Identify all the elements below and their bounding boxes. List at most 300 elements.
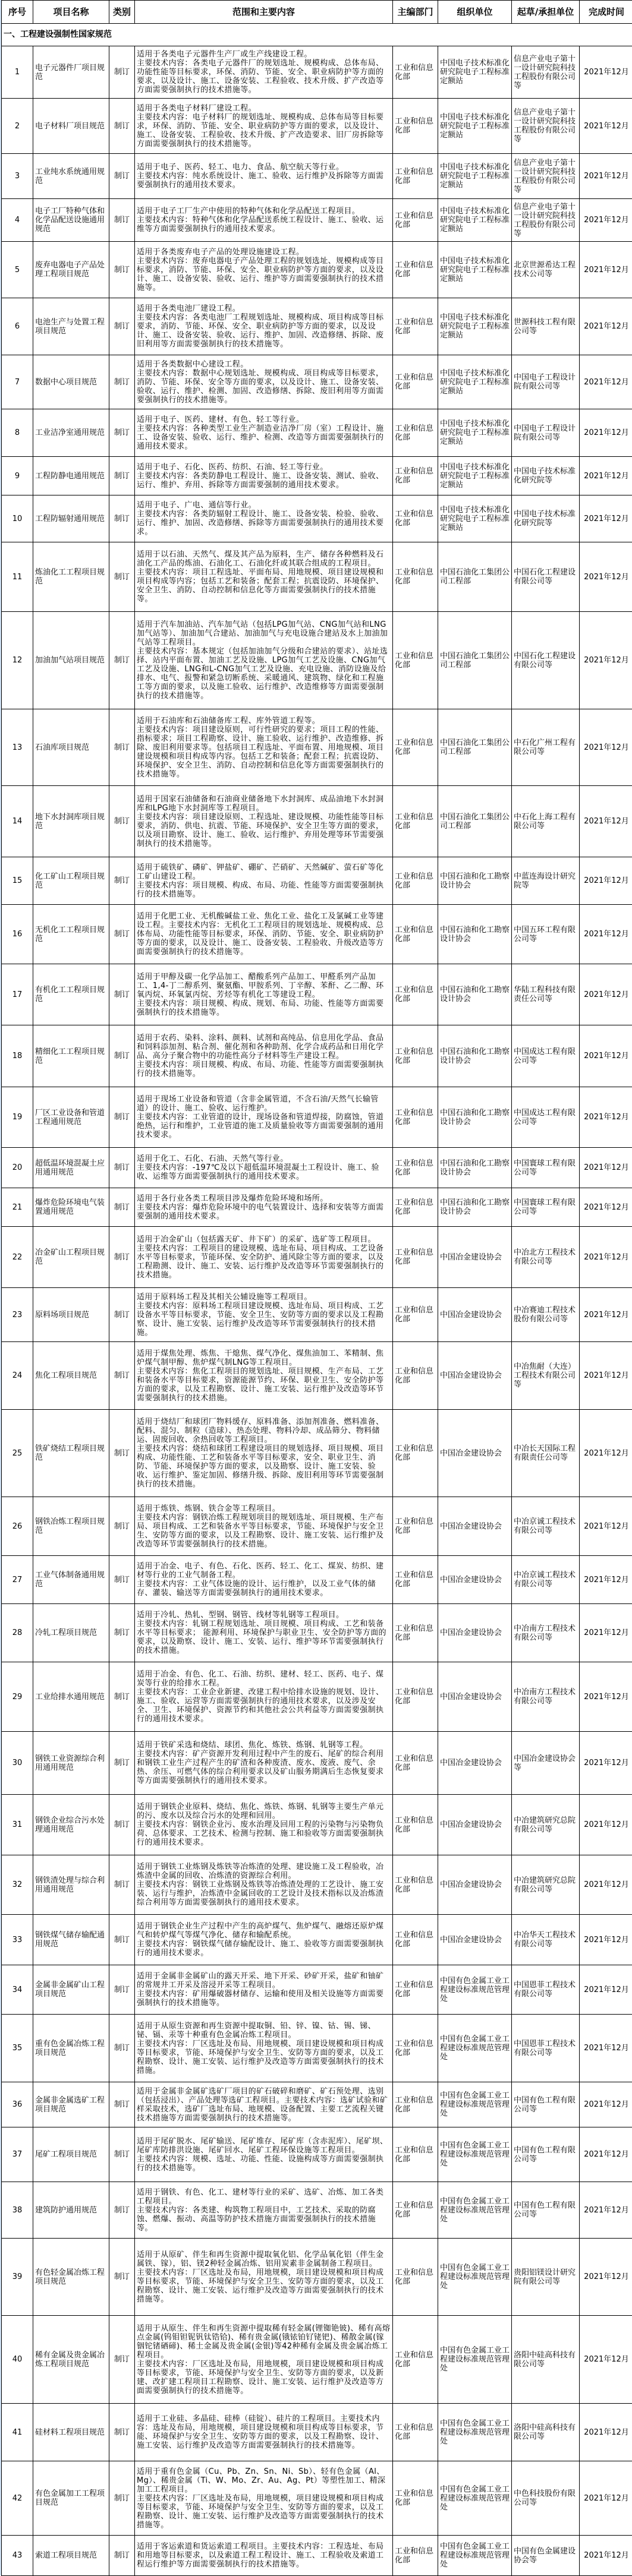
project-name: 厂区工业设备和管道工程通用规范 [33, 1087, 109, 1148]
editing-dept: 工业和信息化部 [393, 99, 438, 154]
category: 制订 [109, 2461, 135, 2536]
completion-date: 2021年12月 [580, 2536, 632, 2576]
project-name: 地下水封洞库项目规范 [33, 786, 109, 857]
project-name: 有色金属加工工程项目规范 [33, 2461, 109, 2536]
row-number: 41 [2, 2404, 33, 2461]
drafting-unit: 洛阳中硅高科技有限公司等 [512, 2316, 580, 2404]
completion-date: 2021年12月 [580, 1188, 632, 1227]
row-number: 30 [2, 1732, 33, 1795]
row-number: 29 [2, 1662, 33, 1732]
organizing-unit: 中国电子技术标准化研究院电子工程标准定额站 [438, 409, 512, 457]
drafting-unit: 中国石化工程建设有限公司等 [512, 612, 580, 709]
organizing-unit: 中国有色金属工业工程建设标准规范管理处 [438, 2127, 512, 2182]
editing-dept: 工业和信息化部 [393, 242, 438, 298]
header-content: 范围和主要内容 [135, 1, 393, 24]
organizing-unit: 中国电子技术标准化研究院电子工程标准定额站 [438, 99, 512, 154]
drafting-unit: 北京世源希达工程技术公司等 [512, 242, 580, 298]
category: 制订 [109, 1087, 135, 1148]
drafting-unit: 信息产业电子第十一设计研究院科技工程股份有限公司等 [512, 46, 580, 99]
project-name: 工业洁净室通用规范 [33, 409, 109, 457]
scope-content: 适用于钢铁企业生产过程中产生的高炉煤气、焦炉煤气、融熔还原炉煤气和转炉煤气等煤气净化、储存和输配系统。 主要技术内容：钢铁煤气储存输配设计、施工、验收等方面需要强制执行的通用技术要求。 [135, 1915, 393, 1965]
scope-content: 适用于各类数据中心建设工程。 主要技术内容：数据中心规划选址、规模构成、项目构成等目标要求，消防、节能、环保、安全等方面的要求，以及设计、施工、设备安装、验收、运行、维护、检测、加固、改造修缮、拆除、废旧利用等方面需要强制执行的技术措施等。 [135, 355, 393, 409]
organizing-unit: 中国电子技术标准化研究院电子工程标准定额站 [438, 457, 512, 495]
editing-dept: 工业和信息化部 [393, 1604, 438, 1662]
category: 制订 [109, 2015, 135, 2082]
header-no: 序号 [2, 1, 33, 24]
project-name: 炼油化工工程项目规范 [33, 542, 109, 612]
project-name: 电池生产与处置工程项目规范 [33, 298, 109, 355]
editing-dept: 工业和信息化部 [393, 857, 438, 905]
project-name: 稀有金属及贵金属冶炼工程项目规范 [33, 2316, 109, 2404]
project-name: 金属非金属选矿工程项目规范 [33, 2082, 109, 2127]
drafting-unit: 中国成达工程有限公司等 [512, 1087, 580, 1148]
drafting-unit: 中国有色工程有限公司等 [512, 2182, 580, 2239]
drafting-unit: 中国有色工程有限公司等 [512, 2127, 580, 2182]
row-number: 11 [2, 542, 33, 612]
drafting-unit: 中国寰球工程有限公司等 [512, 1188, 580, 1227]
project-name: 钢铁工业资源综合利用通用规范 [33, 1732, 109, 1795]
drafting-unit: 中国五环工程有限公司等 [512, 905, 580, 964]
organizing-unit: 中国石油化工集团公司工程部 [438, 612, 512, 709]
category: 制订 [109, 964, 135, 1025]
editing-dept: 工业和信息化部 [393, 1188, 438, 1227]
table-row [2, 1188, 632, 1227]
row-number: 16 [2, 905, 33, 964]
scope-content: 适用于尾矿脱水、尾矿输送、尾矿堆存、尾矿库（含赤泥库）、尾矿坝、尾矿库防排洪设施、尾矿回水、尾矿工程环保设施等工程项目。 主要技术内容：规模、选址、功能、性能、设施构成等方面需要强制执行的技术措施等。 [135, 2127, 393, 2182]
table-row [2, 298, 632, 355]
row-number: 32 [2, 1855, 33, 1915]
organizing-unit: 中国电子技术标准化研究院电子工程标准定额站 [438, 242, 512, 298]
completion-date: 2021年12月 [580, 786, 632, 857]
row-number: 23 [2, 1288, 33, 1342]
row-number: 7 [2, 355, 33, 409]
category: 制订 [109, 1732, 135, 1795]
scope-content: 适用于金属非金属矿山的露天开采、地下开采、砂矿开采，盐矿和铀矿的常规井工开采及溶浸开采等工程项目。 主要技术内容：矿用爆破器材储存、运输和使用及相关设施等方面需要强制执行的技术措施等。 [135, 1965, 393, 2015]
editing-dept: 工业和信息化部 [393, 964, 438, 1025]
category: 制订 [109, 1288, 135, 1342]
completion-date: 2021年12月 [580, 495, 632, 542]
table-row [2, 154, 632, 199]
drafting-unit: 中冶京诚工程技术有限公司等 [512, 1497, 580, 1556]
organizing-unit: 中国石油和化工勘察设计协会 [438, 857, 512, 905]
table-row [2, 1025, 632, 1087]
completion-date: 2021年12月 [580, 1662, 632, 1732]
organizing-unit: 中国石油化工集团公司工程部 [438, 786, 512, 857]
table-row [2, 1288, 632, 1342]
editing-dept: 工业和信息化部 [393, 786, 438, 857]
drafting-unit: 信息产业电子第十一设计研究院科技工程股份有限公司等 [512, 99, 580, 154]
category: 制订 [109, 1662, 135, 1732]
project-name: 爆炸危险环境电气装置通用规范 [33, 1188, 109, 1227]
project-name: 电子工厂特种气体和化学品配送设施通用规范 [33, 199, 109, 242]
scope-content: 适用于硫铁矿、磷矿、钾盐矿、硼矿、芒硝矿、天然碱矿、萤石矿等化工矿山建设工程。 主要技术内容：项目规模、构成、布局、功能、性能等方面需要强制执行的技术措施等。 [135, 857, 393, 905]
organizing-unit: 中国有色金属工业工程建设标准规范管理处 [438, 2461, 512, 2536]
table-row [2, 99, 632, 154]
scope-content: 适用于钢铁工业炼钢及炼铁等冶炼渣的处理、建设施工及工程验收，冶炼渣中金属的回收、冶炼渣的资源综合利用。 主要技术内容：钢铁工业炼钢及炼铁等冶炼渣处理的工艺设计、施工安装、运行与维护，冶炼渣中金属回收的工艺设计及技术指标以及冶炼渣综合利用等方面需要强制执行的通用技术要求。 [135, 1855, 393, 1915]
completion-date: 2021年12月 [580, 1410, 632, 1497]
category: 制订 [109, 709, 135, 786]
editing-dept: 工业和信息化部 [393, 355, 438, 409]
completion-date: 2021年12月 [580, 2082, 632, 2127]
table-row [2, 457, 632, 495]
header-type: 类别 [109, 1, 135, 24]
completion-date: 2021年12月 [580, 1227, 632, 1288]
project-name: 无机化工工程项目规范 [33, 905, 109, 964]
scope-content: 适用于化肥工业、无机酸碱盐工业、焦化工业、盐化工及氯碱工业等建设工程。主要技术内容：无机化工工程项目的规划选址、规模构成、总体布局、功能性能等目标要求，环保、消防、节能、安全、职业病防护等方面的要求，以及设计、施工、设备安装、工程验收、升级改造等方面需要强制执行的技术措施等。 [135, 905, 393, 964]
scope-content: 适用于以石油、天然气、煤及其产品为原料，生产、储存各种燃料及石油化工产品的炼油、石油化工、石油化纤或其联合组成的工程项目。 主要技术内容：项目工程选址、平面布局、用地规模、项目建设规模和项目构成等内容；包括工艺和装备；配套工程；抗震设防、环境保护、安全卫生、消防、自动控制和信息化等方面需要强制执行的技术措施等。 [135, 542, 393, 612]
scope-content: 适用于铁矿采选和烧结、球团、焦化、炼铁、炼钢、轧钢等工程。 主要技术内容：矿产资源开发利用过程中产生的废石、尾矿的综合利用和钢铁工业生产过程产生的矿渣和各种废渣、废水、废液、废气、余热、余压、可燃气体的综合利用要求以及矿山服务期满后生态恢复要求等方面需要强制执行的通用技术要求。 [135, 1732, 393, 1795]
project-name: 工业气体制备通用规范 [33, 1556, 109, 1604]
row-number: 9 [2, 457, 33, 495]
completion-date: 2021年12月 [580, 542, 632, 612]
table-row [2, 857, 632, 905]
project-name: 铁矿烧结工程项目规范 [33, 1410, 109, 1497]
row-number: 2 [2, 99, 33, 154]
row-number: 24 [2, 1342, 33, 1410]
completion-date: 2021年12月 [580, 1148, 632, 1188]
category: 制订 [109, 242, 135, 298]
organizing-unit: 中国电子技术标准化研究院电子工程标准定额站 [438, 199, 512, 242]
project-name: 钢铁冶炼工程项目规范 [33, 1497, 109, 1556]
organizing-unit: 中国冶金建设协会 [438, 1662, 512, 1732]
header-org: 组织单位 [438, 1, 512, 24]
completion-date: 2021年12月 [580, 199, 632, 242]
completion-date: 2021年12月 [580, 2461, 632, 2536]
drafting-unit: 中冶建筑研究总院有限公司等 [512, 1855, 580, 1915]
category: 制订 [109, 2239, 135, 2316]
category: 制订 [109, 2082, 135, 2127]
project-name: 工程防辐射通用规范 [33, 495, 109, 542]
scope-content: 适用于各行业各类工程项目涉及爆炸危险环境和场所。 主要技术内容：爆炸危险环境中的电气装置设计、选择和安装等方面需要强制的通用技术要求。 [135, 1188, 393, 1227]
category: 制订 [109, 786, 135, 857]
row-number: 38 [2, 2182, 33, 2239]
drafting-unit: 中国冶金建设协会等 [512, 1732, 580, 1795]
table-row [2, 1795, 632, 1855]
table-row [2, 1087, 632, 1148]
category: 制订 [109, 1148, 135, 1188]
organizing-unit: 中国有色金属工业工程建设标准规范管理处 [438, 1965, 512, 2015]
row-number: 10 [2, 495, 33, 542]
completion-date: 2021年12月 [580, 2182, 632, 2239]
completion-date: 2021年12月 [580, 298, 632, 355]
row-number: 34 [2, 1965, 33, 2015]
header-drafter: 起草/承担单位 [512, 1, 580, 24]
completion-date: 2021年12月 [580, 1497, 632, 1556]
category: 制订 [109, 46, 135, 99]
table-row [2, 1855, 632, 1915]
completion-date: 2021年12月 [580, 1855, 632, 1915]
organizing-unit: 中国有色金属工业工程建设标准规范管理处 [438, 2536, 512, 2576]
editing-dept: 工业和信息化部 [393, 1288, 438, 1342]
table-row [2, 612, 632, 709]
editing-dept: 工业和信息化部 [393, 1855, 438, 1915]
scope-content: 适用于钢铁企业原料、烧结、焦化、炼铁、炼钢、轧钢等主要生产单元的污、废水以及综合污水的处理和回用。 主要技术内容：钢铁企业污、废水治理及回用工程的污染物与污染物负荷、总体要求、工艺技术、检测与控制、施工和验收等方面需要强制执行的通用技术要求。 [135, 1795, 393, 1855]
row-number: 12 [2, 612, 33, 709]
project-name: 工业纯水系统通用规范 [33, 154, 109, 199]
table-row [2, 2536, 632, 2576]
table-row [2, 2316, 632, 2404]
completion-date: 2021年12月 [580, 857, 632, 905]
project-name: 尾矿工程项目规范 [33, 2127, 109, 2182]
completion-date: 2021年12月 [580, 2316, 632, 2404]
project-name: 数据中心项目规范 [33, 355, 109, 409]
completion-date: 2021年12月 [580, 355, 632, 409]
row-number: 28 [2, 1604, 33, 1662]
project-name: 原料场项目规范 [33, 1288, 109, 1342]
table-row [2, 1342, 632, 1410]
category: 制订 [109, 1965, 135, 2015]
table-row [2, 409, 632, 457]
project-name: 超低温环境混凝土应用通用规范 [33, 1148, 109, 1188]
organizing-unit: 中国石油化工集团公司工程部 [438, 709, 512, 786]
row-number: 4 [2, 199, 33, 242]
drafting-unit: 世源科技工程有限公司等 [512, 298, 580, 355]
table-row [2, 2082, 632, 2127]
drafting-unit: 中国寰球工程有限公司等 [512, 1148, 580, 1188]
editing-dept: 工业和信息化部 [393, 2461, 438, 2536]
category: 制订 [109, 409, 135, 457]
scope-content: 适用于电子、石化、医药、纺织、石油、轻工等行业。 主要技术内容：各类防静电工程设计、施工、设备安装、测试、验收、运行、维护、弃用、拆除等方面需要强制的通用技术要求。 [135, 457, 393, 495]
organizing-unit: 中国电子技术标准化研究院电子工程标准定额站 [438, 46, 512, 99]
editing-dept: 工业和信息化部 [393, 2182, 438, 2239]
completion-date: 2021年12月 [580, 46, 632, 99]
organizing-unit: 中国有色金属工业工程建设标准规范管理处 [438, 2182, 512, 2239]
table-row [2, 1965, 632, 2015]
row-number: 8 [2, 409, 33, 457]
category: 制订 [109, 1855, 135, 1915]
drafting-unit: 中冶南方工程技术有限公司等 [512, 1604, 580, 1662]
table-row [2, 1148, 632, 1188]
completion-date: 2021年12月 [580, 1732, 632, 1795]
drafting-unit: 中国电子技术标准化研究院等 [512, 495, 580, 542]
scope-content: 适用于电子工厂生产中使用的特种气体和化学品配送工程项目。 主要技术内容：特种气体和化学品配送系统工程设计、施工、验收、运维等方面需要强制执行的通用技术要求。 [135, 199, 393, 242]
organizing-unit: 中国石油和化工勘察设计协会 [438, 1148, 512, 1188]
scope-content: 适用于现场工业设备和管道（含非金属管道，不含石油/天然气长输管道）的设计、施工、验收、运行维护。 主要技术内容：工业管道的设计，现场设备和管道焊接，防腐蚀，管道绝热，运行和维护，工业管道的施工及质量验收等方面需要强制的通用技术要求。 [135, 1087, 393, 1148]
category: 制订 [109, 1604, 135, 1662]
organizing-unit: 中国电子技术标准化研究院电子工程标准定额站 [438, 154, 512, 199]
table-row [2, 1915, 632, 1965]
completion-date: 2021年12月 [580, 1915, 632, 1965]
scope-content: 适用于农药、染料、涂料、颜料、试剂和高纯品、信息用化学品、食品和饲料添加剂、粘合剂、催化剂和各种助剂、化学合成药品和日用化学品、高分子聚合物中的功能性高分子材料等生产建设工程。 主要技术内容：项目规模、构成、布局、功能、性能等方面需要强制执行的技术措施等。 [135, 1025, 393, 1087]
organizing-unit: 中国冶金建设协会 [438, 1342, 512, 1410]
row-number: 37 [2, 2127, 33, 2182]
row-number: 36 [2, 2082, 33, 2127]
scope-content: 适用于钢铁、有色、化工、建材等行业的采矿、选矿、冶炼、加工各类工程项目。 主要技术内容：各类建、构筑物工程项目中，工艺技术、采取的防腐蚀、燃爆、振动、高温等防护技术措施方面需要强制执行的技术措施等。 [135, 2182, 393, 2239]
scope-content: 适用于电子、医药、轻工、电力、食品、航空航天等行业。 主要技术内容：纯水系统设计、施工、验收、运行维护及拆除等方面需要强制执行的通用技术要求。 [135, 154, 393, 199]
scope-content: 适用于电子、医药、建材、有色、轻工等行业。 主要技术内容：各种类型工业生产制造业洁净厂房（室）工程设计、施工、设备安装、验收、运行、维护、检测、改造等方面需要强制执行的通用技术要求。 [135, 409, 393, 457]
editing-dept: 工业和信息化部 [393, 542, 438, 612]
row-number: 25 [2, 1410, 33, 1497]
category: 制订 [109, 298, 135, 355]
category: 制订 [109, 355, 135, 409]
section-row [2, 24, 632, 46]
project-name: 电子元器件厂项目规范 [33, 46, 109, 99]
completion-date: 2021年12月 [580, 1087, 632, 1148]
row-number: 33 [2, 1915, 33, 1965]
organizing-unit: 中国石油和化工勘察设计协会 [438, 1087, 512, 1148]
project-name: 焦化工程项目规范 [33, 1342, 109, 1410]
editing-dept: 工业和信息化部 [393, 2082, 438, 2127]
category: 制订 [109, 99, 135, 154]
category: 制订 [109, 1227, 135, 1288]
editing-dept: 工业和信息化部 [393, 905, 438, 964]
drafting-unit: 中冶焦耐（大连）工程技术有限公司等 [512, 1342, 580, 1410]
project-name: 钢铁企业综合污水处理通用规范 [33, 1795, 109, 1855]
drafting-unit: 中冶南方工程技术有限公司等 [512, 1662, 580, 1732]
category: 制订 [109, 495, 135, 542]
completion-date: 2021年12月 [580, 2127, 632, 2182]
organizing-unit: 中国电子技术标准化研究院电子工程标准定额站 [438, 355, 512, 409]
row-number: 42 [2, 2461, 33, 2536]
scope-content: 适用于烧结厂和球团厂物料缓存、原料准备、添加剂准备、燃料准备、配料、混匀、制粒（造球）、热态处理、物料冷却、成品筛分、物料储运、固废回收、余热回收等工程项目。 主要技术内容：烧结和球团工程建设项目的规划选择、项目规模、项目构成、功能性能、工艺和装备水平等目标要求，安全、职业卫生、消防、节能、环境保护等方面的要求，以及勘察、设计、施工安装、验收、运行维护、鉴定加固、修缮升级、拆除、废旧利用等环节需要强制执行的技术措施。 [135, 1410, 393, 1497]
completion-date: 2021年12月 [580, 612, 632, 709]
table-row [2, 1497, 632, 1556]
standards-table [1, 0, 632, 2576]
category: 制订 [109, 2404, 135, 2461]
organizing-unit: 中国冶金建设协会 [438, 1227, 512, 1288]
editing-dept: 工业和信息化部 [393, 1732, 438, 1795]
editing-dept: 工业和信息化部 [393, 1087, 438, 1148]
table-row [2, 2239, 632, 2316]
completion-date: 2021年12月 [580, 1795, 632, 1855]
scope-content: 适用于国家石油储备和石油商业储备地下水封洞库、成品油地下水封洞库和LPG地下水封洞库等工程项目。 主要技术内容：项目建设原则、工程选址、建设规模、功能性能等目标要求，消防、供电、抗震、节能、环境保护、安全卫生等方面的要求，以及项目勘察、设计、施工、验收、运行维护、弃用处理等环节需要强制执行的技术措施等。 [135, 786, 393, 857]
editing-dept: 工业和信息化部 [393, 2404, 438, 2461]
row-number: 14 [2, 786, 33, 857]
scope-content: 适用于客运索道和货运索道工程项目。主要技术内容：工程选址、布局和用地等目标要求，以及索道工程工程设计、施工、工程验收及索道工程运行维护等方面需要强制执行的技术措施等。 [135, 2536, 393, 2576]
drafting-unit: 中冶长天国际工程有限责任公司等 [512, 1410, 580, 1497]
organizing-unit: 中国有色金属工业工程建设标准规范管理处 [438, 2082, 512, 2127]
organizing-unit: 中国冶金建设协会 [438, 1556, 512, 1604]
organizing-unit: 中国石油和化工勘察设计协会 [438, 964, 512, 1025]
table-header-row [2, 1, 632, 24]
scope-content: 适用于从原生资源和再生资源中提取铜、铅、锌、镍、钴、锡、锑、铋、镉、汞等十种重有色金属冶炼工程项目。 主要技术内容：厂区选址及布局、用地规模、项目建设规模和项目构成等目标要求，节能、环境保护与安全卫生、安防等方面的要求，以及工程勘察、设计、施工安装、运行维护及改造等方面需要强制执行的技术措施。 [135, 2015, 393, 2082]
category: 制订 [109, 1025, 135, 1087]
editing-dept: 工业和信息化部 [393, 1025, 438, 1087]
category: 制订 [109, 1915, 135, 1965]
drafting-unit: 中国有色金属建设协会等 [512, 2536, 580, 2576]
header-name: 项目名称 [33, 1, 109, 24]
editing-dept: 工业和信息化部 [393, 1965, 438, 2015]
category: 制订 [109, 905, 135, 964]
row-number: 13 [2, 709, 33, 786]
row-number: 6 [2, 298, 33, 355]
editing-dept: 工业和信息化部 [393, 1556, 438, 1604]
project-name: 钢铁煤气储存输配通用规范 [33, 1915, 109, 1965]
drafting-unit: 中冶赛迪工程技术股份有限公司等 [512, 1288, 580, 1342]
drafting-unit: 洛阳中硅高科技有限公司等 [512, 2404, 580, 2461]
organizing-unit: 中国冶金建设协会 [438, 1732, 512, 1795]
project-name: 有色轻金属冶炼工程项目规范 [33, 2239, 109, 2316]
completion-date: 2021年12月 [580, 1965, 632, 2015]
header-date: 完成时间 [580, 1, 632, 24]
organizing-unit: 中国冶金建设协会 [438, 1795, 512, 1855]
drafting-unit: 华陆工程科技有限责任公司等 [512, 964, 580, 1025]
category: 制订 [109, 1556, 135, 1604]
category: 制订 [109, 612, 135, 709]
category: 制订 [109, 857, 135, 905]
project-name: 重有色金属冶炼工程项目规范 [33, 2015, 109, 2082]
project-name: 冶金矿山工程项目规范 [33, 1227, 109, 1288]
project-name: 建筑防护通用规范 [33, 2182, 109, 2239]
table-row [2, 709, 632, 786]
drafting-unit: 中冶北方工程技术有限公司等 [512, 1227, 580, 1288]
scope-content: 适用于金属非金属矿选矿厂项目的矿石破碎和磨矿、矿石预处理、选别（包括浸出）、产品处理等选矿工程项目。主要技术内容：选矿试验和矿样采取技术，选矿厂选址布局、地规模、设备配置、主要工艺流程关键技术措施等方面需要强制执行的技术措施等。 [135, 2082, 393, 2127]
drafting-unit: 中国电子工程设计院有限公司等 [512, 409, 580, 457]
table-row [2, 1556, 632, 1604]
organizing-unit: 中国冶金建设协会 [438, 1497, 512, 1556]
scope-content: 适用于电子、广电、通信等行业。 主要技术内容：各类防辐射工程设计、施工、设备安装、检验、验收、运行、维护、加固、改造修缮、拆除等方面需要强制执行的通用技术要求。 [135, 495, 393, 542]
completion-date: 2021年12月 [580, 154, 632, 199]
row-number: 43 [2, 2536, 33, 2576]
editing-dept: 工业和信息化部 [393, 298, 438, 355]
drafting-unit: 贵阳铝镁设计研究院有限公司等 [512, 2239, 580, 2316]
category: 制订 [109, 2182, 135, 2239]
editing-dept: 工业和信息化部 [393, 1497, 438, 1556]
category: 制订 [109, 1410, 135, 1497]
project-name: 有机化工工程项目规范 [33, 964, 109, 1025]
table-row [2, 2404, 632, 2461]
scope-content: 适用于甲醇及碳一化学品加工、醋酸系列产品加工、甲醛系列产品加工、1,4-丁二醇系列、聚氨酯、甲胺系列、丁辛醇、苯酐、乙二醇、环氧丙烷、环氧氯丙烷、芳烃等有机化工等建设工程。 主要技术内容：项目规模、构成、规划、布局、功能、性能等方面需要强制执行的技术措施等。 [135, 964, 393, 1025]
completion-date: 2021年12月 [580, 242, 632, 298]
completion-date: 2021年12月 [580, 1025, 632, 1087]
editing-dept: 工业和信息化部 [393, 2536, 438, 2576]
organizing-unit: 中国石油和化工勘察设计协会 [438, 905, 512, 964]
editing-dept: 工业和信息化部 [393, 1915, 438, 1965]
row-number: 31 [2, 1795, 33, 1855]
organizing-unit: 中国石油和化工勘察设计协会 [438, 1188, 512, 1227]
drafting-unit: 中国恩菲工程技术有限公司等 [512, 1965, 580, 2015]
editing-dept: 工业和信息化部 [393, 1662, 438, 1732]
table-row [2, 2127, 632, 2182]
drafting-unit: 中国成达工程有限公司等 [512, 1025, 580, 1087]
organizing-unit: 中国冶金建设协会 [438, 1604, 512, 1662]
project-name: 石油库项目规范 [33, 709, 109, 786]
editing-dept: 工业和信息化部 [393, 2316, 438, 2404]
drafting-unit: 信息产业电子第十一设计研究院科技工程股份有限公司等 [512, 199, 580, 242]
completion-date: 2021年12月 [580, 2015, 632, 2082]
editing-dept: 工业和信息化部 [393, 709, 438, 786]
category: 制订 [109, 2316, 135, 2404]
project-name: 工业给排水通用规范 [33, 1662, 109, 1732]
project-name: 钢铁渣处理与综合利用通用规范 [33, 1855, 109, 1915]
editing-dept: 工业和信息化部 [393, 154, 438, 199]
editing-dept: 工业和信息化部 [393, 199, 438, 242]
table-row [2, 786, 632, 857]
header-dept: 主编部门 [393, 1, 438, 24]
row-number: 5 [2, 242, 33, 298]
organizing-unit: 中国电子技术标准化研究院电子工程标准定额站 [438, 495, 512, 542]
editing-dept: 工业和信息化部 [393, 612, 438, 709]
drafting-unit: 中国电子工程设计院有限公司等 [512, 355, 580, 409]
drafting-unit: 中冶京诚工程技术有限公司等 [512, 1556, 580, 1604]
table-row [2, 1227, 632, 1288]
category: 制订 [109, 2127, 135, 2182]
drafting-unit: 中国石化工程建设有限公司等 [512, 542, 580, 612]
completion-date: 2021年12月 [580, 964, 632, 1025]
category: 制订 [109, 2536, 135, 2576]
completion-date: 2021年12月 [580, 1288, 632, 1342]
scope-content: 适用于汽车加油站、汽车加气站（包括LPG加气站、CNG加气站和LNG加气站等）、加油加气合建站、加油加气与充电设施合建站及水上加油加气站等工程项目。 主要技术内容：基本规定（包括加油加气分级和合建站的要求）、站址选择、站内平面布置、加油工艺及设施、LPG加气工艺及设施、CNG加气工艺及设施、LNG和L-CNG加气工艺及设施、充电设施、消防设施及给排水、电气、报警和紧急切断系统、采暖通风、建筑物、绿化和工程施工等方面的要求，以及施工验收、运行维护、改造维修等方面需要强制执行的技术措施等。 [135, 612, 393, 709]
category: 制订 [109, 1188, 135, 1227]
row-number: 22 [2, 1227, 33, 1288]
organizing-unit: 中国有色金属工业工程建设标准规范管理处 [438, 2404, 512, 2461]
table-row [2, 1410, 632, 1497]
table-row [2, 542, 632, 612]
row-number: 3 [2, 154, 33, 199]
completion-date: 2021年12月 [580, 2404, 632, 2461]
organizing-unit: 中国电子技术标准化研究院电子工程标准定额站 [438, 298, 512, 355]
organizing-unit: 中国冶金建设协会 [438, 1288, 512, 1342]
